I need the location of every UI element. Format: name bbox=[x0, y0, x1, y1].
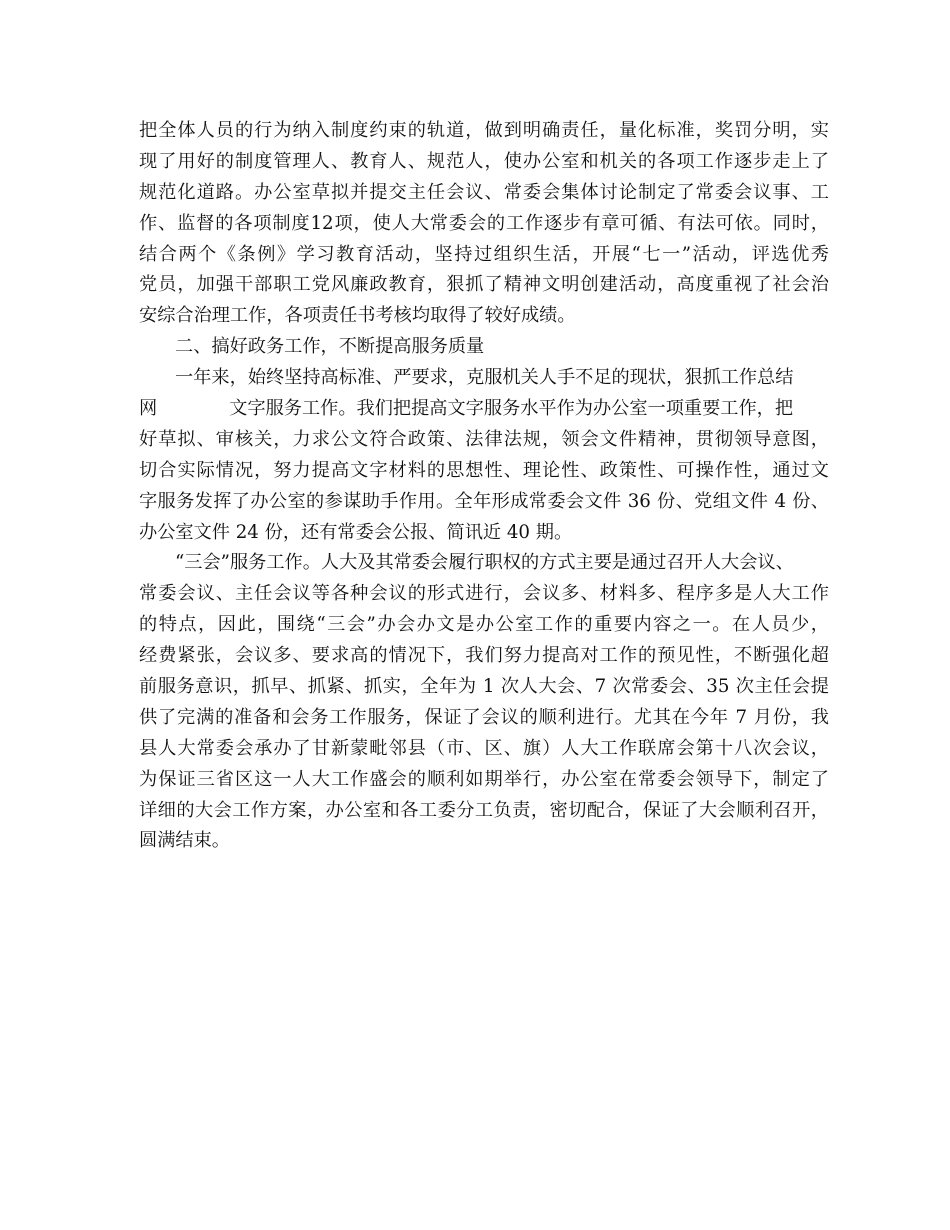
paragraph-line: 结合两个《条例》学习教育活动，坚持过组织生活，开展“七一”活动，评选优秀 bbox=[139, 243, 829, 265]
section-heading: 二、搞好政务工作，不断提高服务质量 bbox=[175, 336, 485, 358]
paragraph-line: 为保证三省区这一人大工作盛会的顺利如期举行，办公室在常委会领导下，制定了 bbox=[139, 768, 829, 790]
paragraph-line: 好草拟、审核关，力求公文符合政策、法律法规，领会文件精神，贯彻领导意图， bbox=[139, 428, 829, 450]
paragraph-line: 把全体人员的行为纳入制度约束的轨道，做到明确责任，量化标准，奖罚分明，实 bbox=[139, 120, 829, 141]
paragraph-line: 作、监督的各项制度12项，使人大常委会的工作逐步有章可循、有法可依。同时， bbox=[139, 212, 829, 234]
paragraph-line: 安综合治理工作，各项责任书考核均取得了较好成绩。 bbox=[139, 305, 576, 327]
paragraph-line: “三会”服务工作。人大及其常委会履行职权的方式主要是通过召开人大会议、 bbox=[175, 552, 794, 574]
paragraph-line: 供了完满的准备和会务工作服务，保证了会议的顺利进行。尤其在今年 7 月份，我 bbox=[139, 706, 829, 728]
paragraph-line bbox=[139, 394, 829, 425]
paragraph-text: 网 bbox=[139, 398, 158, 420]
paragraph-line: 规范化道路。办公室草拟并提交主任会议、常委会集体讨论制定了常委会议事、工 bbox=[139, 181, 829, 203]
document-body bbox=[139, 116, 829, 857]
paragraph-line: 的特点，因此，围绕“三会”办会办文是办公室工作的重要内容之一。在人员少， bbox=[139, 614, 829, 636]
paragraph-line: 圆满结束。 bbox=[139, 830, 230, 852]
paragraph-line: 详细的大会工作方案，办公室和各工委分工负责，密切配合，保证了大会顺利召开， bbox=[139, 799, 829, 821]
paragraph-line: 办公室文件 24 份，还有常委会公报、简讯近 40 期。 bbox=[139, 521, 573, 543]
paragraph-line: 经费紧张，会议多、要求高的情况下，我们努力提高对工作的预见性，不断强化超 bbox=[139, 645, 829, 667]
paragraph-line: 字服务发挥了办公室的参谋助手作用。全年形成常委会文件 36 份、党组文件 4 份、 bbox=[139, 490, 829, 512]
paragraph-line: 一年来，始终坚持高标准、严要求，克服机关人手不足的现状，狠抓工作总结 bbox=[175, 367, 794, 389]
paragraph-line: 党员，加强干部职工党风廉政教育，狠抓了精神文明创建活动，高度重视了社会治 bbox=[139, 274, 829, 296]
paragraph-line: 切合实际情况，努力提高文字材料的思想性、理论性、政策性、可操作性，通过文 bbox=[139, 459, 829, 481]
paragraph-line: 现了用好的制度管理人、教育人、规范人，使办公室和机关的各项工作逐步走上了 bbox=[139, 150, 829, 172]
paragraph-text: 文字服务工作。我们把提高文字服务水平作为办公室一项重要工作，把 bbox=[229, 398, 794, 420]
paragraph-line: 前服务意识，抓早、抓紧、抓实，全年为 1 次人大会、7 次常委会、35 次主任会提 bbox=[139, 676, 829, 698]
paragraph-line: 常委会议、主任会议等各种会议的形式进行，会议多、材料多、程序多是人大工作 bbox=[139, 583, 829, 605]
paragraph-line: 县人大常委会承办了甘新蒙毗邻县（市、区、旗）人大工作联席会第十八次会议， bbox=[139, 737, 829, 759]
